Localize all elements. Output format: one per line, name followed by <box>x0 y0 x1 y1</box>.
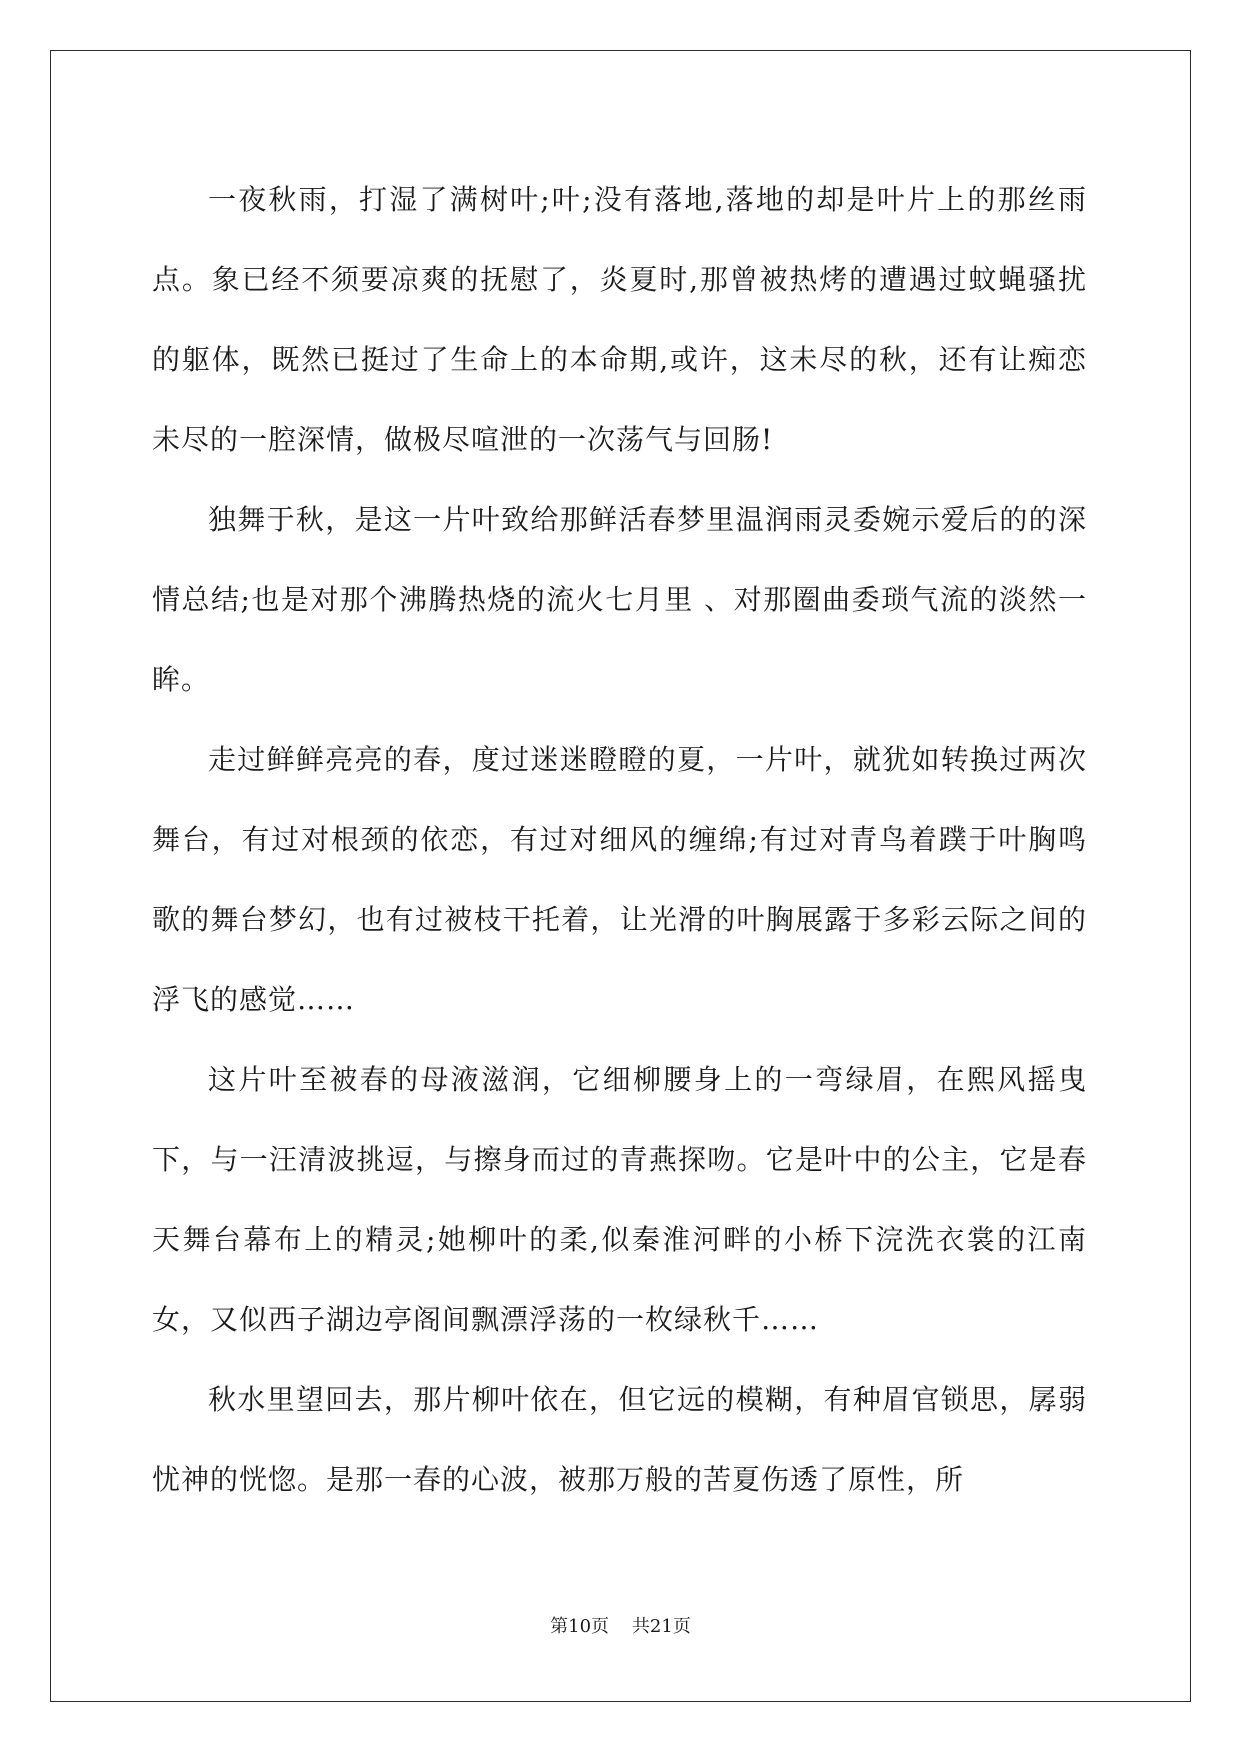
paragraph-1: 一夜秋雨，打湿了满树叶;叶;没有落地,落地的却是叶片上的那丝雨点。象已经不须要凉爽的抚慰了，炎夏时,那曾被热烤的遭遇过蚊蝇骚扰的躯体，既然已挺过了生命上的本命期,或许，这未尽的秋，还有让痴恋未尽的一腔深情，做极尽喧泄的一次荡气与回肠! <box>152 183 1087 456</box>
page-number: 第10页 共21页 <box>550 1616 691 1637</box>
document-body <box>152 160 1087 1520</box>
paragraph-3: 走过鲜鲜亮亮的春，度过迷迷瞪瞪的夏，一片叶，就犹如转换过两次舞台，有过对根颈的依恋，有过对细风的缠绵;有过对青鸟着蹼于叶胸鸣歌的舞台梦幻，也有过被枝干托着，让光滑的叶胸展露于多彩云际之间的浮飞的感觉…… <box>152 743 1087 1016</box>
paragraph-5: 秋水里望回去，那片柳叶依在，但它远的模糊，有种眉官锁思，孱弱忧神的恍惚。是那一春的心波，被那万般的苦夏伤透了原性，所 <box>152 1383 1087 1496</box>
paragraph-4: 这片叶至被春的母液滋润，它细柳腰身上的一弯绿眉，在熙风摇曳下，与一汪清波挑逗，与擦身而过的青燕探吻。它是叶中的公主，它是春天舞台幕布上的精灵;她柳叶的柔,似秦淮河畔的小桥下浣洗衣裳的江南女，又似西子湖边亭阁间飘漂浮荡的一枚绿秋千…… <box>152 1063 1087 1336</box>
page-footer <box>0 1612 1241 1638</box>
paragraph-2: 独舞于秋，是这一片叶致给那鲜活春梦里温润雨灵委婉示爱后的的深情总结;也是对那个沸腾热烧的流火七月里 、对那圈曲委琐气流的淡然一眸。 <box>152 503 1087 696</box>
